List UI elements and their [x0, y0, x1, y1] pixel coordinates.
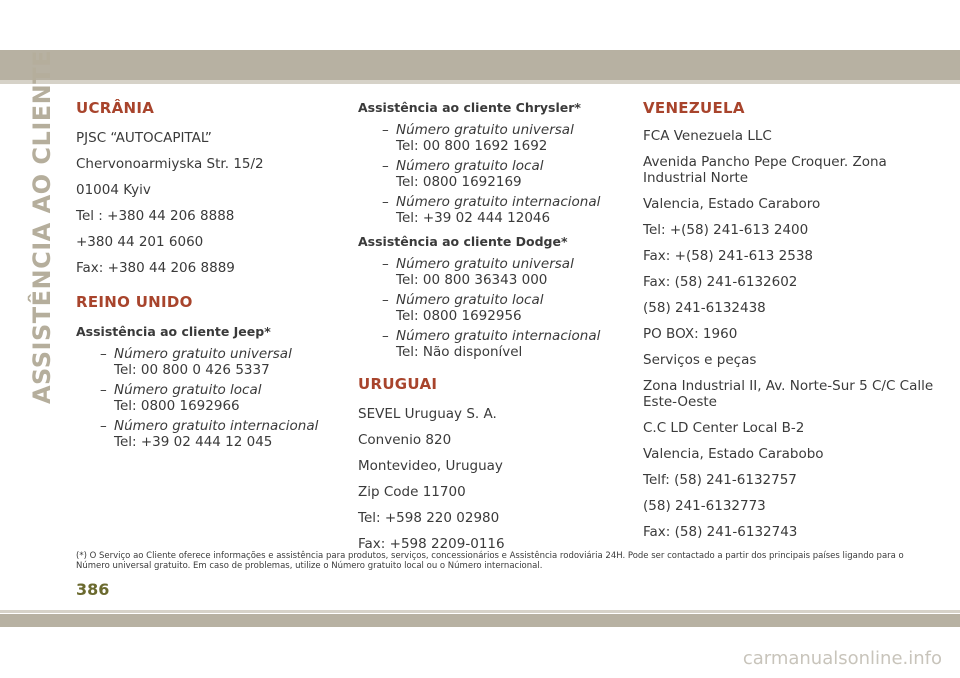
watermark-text: carmanualsonline.info	[742, 648, 942, 669]
contact-tel: Tel: Não disponível	[396, 344, 523, 360]
contact-label: Número gratuito internacional	[114, 418, 319, 434]
footnote: (*) O Serviço ao Cliente oferece informações e assistência para produtos, serviços, concessionários e Assistência rodoviária 24H. Pode ser contactado a partir dos principais países ligando para o Número universal gratuito. Em caso de problemas, utilize o Número gratuito local ou o Número internacional.	[76, 551, 904, 571]
venezuela-line: PO BOX: 1960	[643, 326, 738, 342]
column-3	[643, 100, 943, 550]
uruguai-line: SEVEL Uruguay S. A.	[358, 406, 497, 422]
uruguai-line: Convenio 820	[358, 432, 452, 448]
venezuela-line: Fax: (58) 241-6132743	[643, 524, 798, 540]
bottom-band	[0, 614, 960, 627]
jeep-contact	[76, 346, 346, 378]
dodge-contact	[358, 292, 623, 324]
chrysler-heading: Assistência ao cliente Chrysler*	[358, 100, 581, 115]
dash: –	[382, 122, 389, 138]
dash: –	[382, 194, 389, 210]
venezuela-line: C.C LD Center Local B-2	[643, 420, 805, 436]
contact-label: Número gratuito universal	[396, 122, 574, 138]
ucrania-line: Chervonoarmiyska Str. 15/2	[76, 156, 264, 172]
venezuela-line: Valencia, Estado Carabobo	[643, 446, 824, 462]
uruguai-line: Tel: +598 220 02980	[358, 510, 500, 526]
jeep-contact	[76, 418, 346, 450]
contact-label: Número gratuito local	[396, 158, 544, 174]
contact-label: Número gratuito local	[396, 292, 544, 308]
venezuela-line: Serviços e peças	[643, 352, 757, 368]
contact-tel: Tel: +39 02 444 12046	[396, 210, 551, 226]
venezuela-line: (58) 241-6132438	[643, 300, 766, 316]
ucrania-line: Tel : +380 44 206 8888	[76, 208, 235, 224]
side-tab	[27, 49, 57, 405]
contact-label: Número gratuito local	[114, 382, 262, 398]
venezuela-line: FCA Venezuela LLC	[643, 128, 772, 144]
venezuela-line: Tel: +(58) 241-613 2400	[643, 222, 809, 238]
page-number: 386	[76, 580, 110, 599]
jeep-heading: Assistência ao cliente Jeep*	[76, 324, 271, 339]
dash: –	[100, 346, 107, 362]
dash: –	[382, 328, 389, 344]
top-band-line	[0, 80, 960, 84]
top-band	[0, 50, 960, 80]
venezuela-line: Valencia, Estado Caraboro	[643, 196, 821, 212]
dash: –	[382, 256, 389, 272]
contact-tel: Tel: 0800 1692966	[114, 398, 240, 414]
chrysler-contact	[358, 158, 623, 190]
venezuela-line: Fax: +(58) 241-613 2538	[643, 248, 813, 264]
contact-label: Número gratuito universal	[396, 256, 574, 272]
contact-tel: Tel: 0800 1692956	[396, 308, 522, 324]
side-tab-label: ASSISTÊNCIA AO CLIENTE	[28, 49, 56, 405]
dodge-contact	[358, 256, 623, 288]
jeep-contact	[76, 382, 346, 414]
contact-tel: Tel: 0800 1692169	[396, 174, 522, 190]
chrysler-contact	[358, 194, 623, 226]
dash: –	[100, 382, 107, 398]
uruguai-line: Fax: +598 2209-0116	[358, 536, 505, 552]
dodge-contact	[358, 328, 623, 360]
venezuela-line: Avenida Pancho Pepe Croquer. Zona Industrial Norte	[643, 154, 887, 186]
dash: –	[382, 292, 389, 308]
ucrania-line: Fax: +380 44 206 8889	[76, 260, 235, 276]
contact-tel: Tel: 00 800 0 426 5337	[114, 362, 270, 378]
contact-label: Número gratuito internacional	[396, 194, 601, 210]
ucrania-line: +380 44 201 6060	[76, 234, 204, 250]
contact-label: Número gratuito universal	[114, 346, 292, 362]
section-title-ucrania: UCRÂNIA	[76, 99, 155, 117]
section-title-venezuela: VENEZUELA	[643, 99, 745, 117]
section-title-uruguai: URUGUAI	[358, 375, 438, 393]
venezuela-line: Telf: (58) 241-6132757	[643, 472, 797, 488]
dash: –	[100, 418, 107, 434]
venezuela-line: Zona Industrial II, Av. Norte-Sur 5 C/C Calle Este-Oeste	[643, 378, 934, 410]
bottom-band-line	[0, 610, 960, 613]
contact-tel: Tel: 00 800 1692 1692	[396, 138, 548, 154]
section-title-reino-unido: REINO UNIDO	[76, 293, 193, 311]
uruguai-line: Montevideo, Uruguay	[358, 458, 503, 474]
venezuela-line: Fax: (58) 241-6132602	[643, 274, 798, 290]
uruguai-line: Zip Code 11700	[358, 484, 466, 500]
chrysler-contact	[358, 122, 623, 154]
contact-tel: Tel: 00 800 36343 000	[396, 272, 548, 288]
dodge-heading: Assistência ao cliente Dodge*	[358, 234, 568, 249]
ucrania-line: PJSC “AUTOCAPITAL”	[76, 130, 212, 146]
venezuela-line: (58) 241-6132773	[643, 498, 766, 514]
ucrania-line: 01004 Kyiv	[76, 182, 151, 198]
contact-tel: Tel: +39 02 444 12 045	[114, 434, 273, 450]
column-1	[76, 100, 346, 454]
dash: –	[382, 158, 389, 174]
contact-label: Número gratuito internacional	[396, 328, 601, 344]
column-2	[358, 100, 623, 562]
